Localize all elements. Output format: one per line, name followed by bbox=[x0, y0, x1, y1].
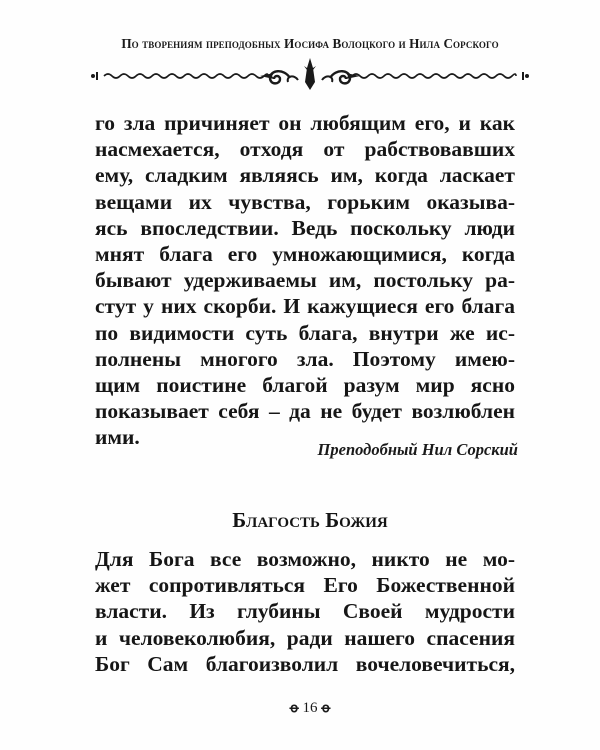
text-line: Бог Сам благоизволил вочеловечиться, bbox=[95, 651, 515, 676]
text-line: жет сопротивляться Его Божественной bbox=[95, 573, 515, 598]
text-line: стут у них скорби. И кажущиеся его блага bbox=[95, 294, 515, 319]
attribution: Преподобный Нил Сорский bbox=[317, 440, 518, 459]
page-number bbox=[0, 700, 600, 717]
passage-blagost-bozhiya bbox=[95, 546, 515, 677]
text-line: ему, сладким являясь им, когда ласкает bbox=[95, 163, 515, 188]
text-line: мнят блага его умножающимися, когда bbox=[95, 241, 515, 266]
text-line: ими. bbox=[95, 425, 140, 450]
page-number-value: 16 bbox=[302, 700, 318, 716]
running-header: По творениям преподобных Иосифа Волоцкого и Нила Сорского bbox=[121, 36, 499, 51]
text-line: по видимости суть блага, внутри же ис- bbox=[95, 320, 515, 345]
text-line: го зла причиняет он любящим его, и как bbox=[95, 111, 515, 135]
text-line: щим поистине благой разум мир ясно bbox=[95, 372, 515, 397]
text-line: полнены многого зла. Поэтому имею- bbox=[95, 346, 515, 371]
text-line: показывает себя – да не будет возлюблен bbox=[95, 399, 515, 424]
text-line: насмехается, отходя от рабствовавших bbox=[95, 137, 515, 162]
text-line: Для Бога все возможно, никто не мо- bbox=[95, 547, 515, 571]
folio-ornament-left-icon: ꝋ bbox=[289, 700, 299, 715]
text-line: власти. Из глубины Своей мудрости bbox=[95, 599, 515, 624]
passage-nil-sorsky bbox=[95, 110, 515, 450]
text-line: вещами их чувства, горьким оказыва- bbox=[95, 189, 515, 214]
text-line: бывают удерживаемы им, постольку ра- bbox=[95, 268, 515, 293]
text-line: и человеколюбия, ради нашего спасения bbox=[95, 625, 515, 650]
section-title: Благость Божия bbox=[232, 508, 388, 532]
text-line: ясь впоследствии. Ведь поскольку люди bbox=[95, 215, 515, 240]
folio-ornament-right-icon: ꝋ bbox=[321, 700, 331, 715]
ornament-divider-icon bbox=[90, 56, 530, 92]
